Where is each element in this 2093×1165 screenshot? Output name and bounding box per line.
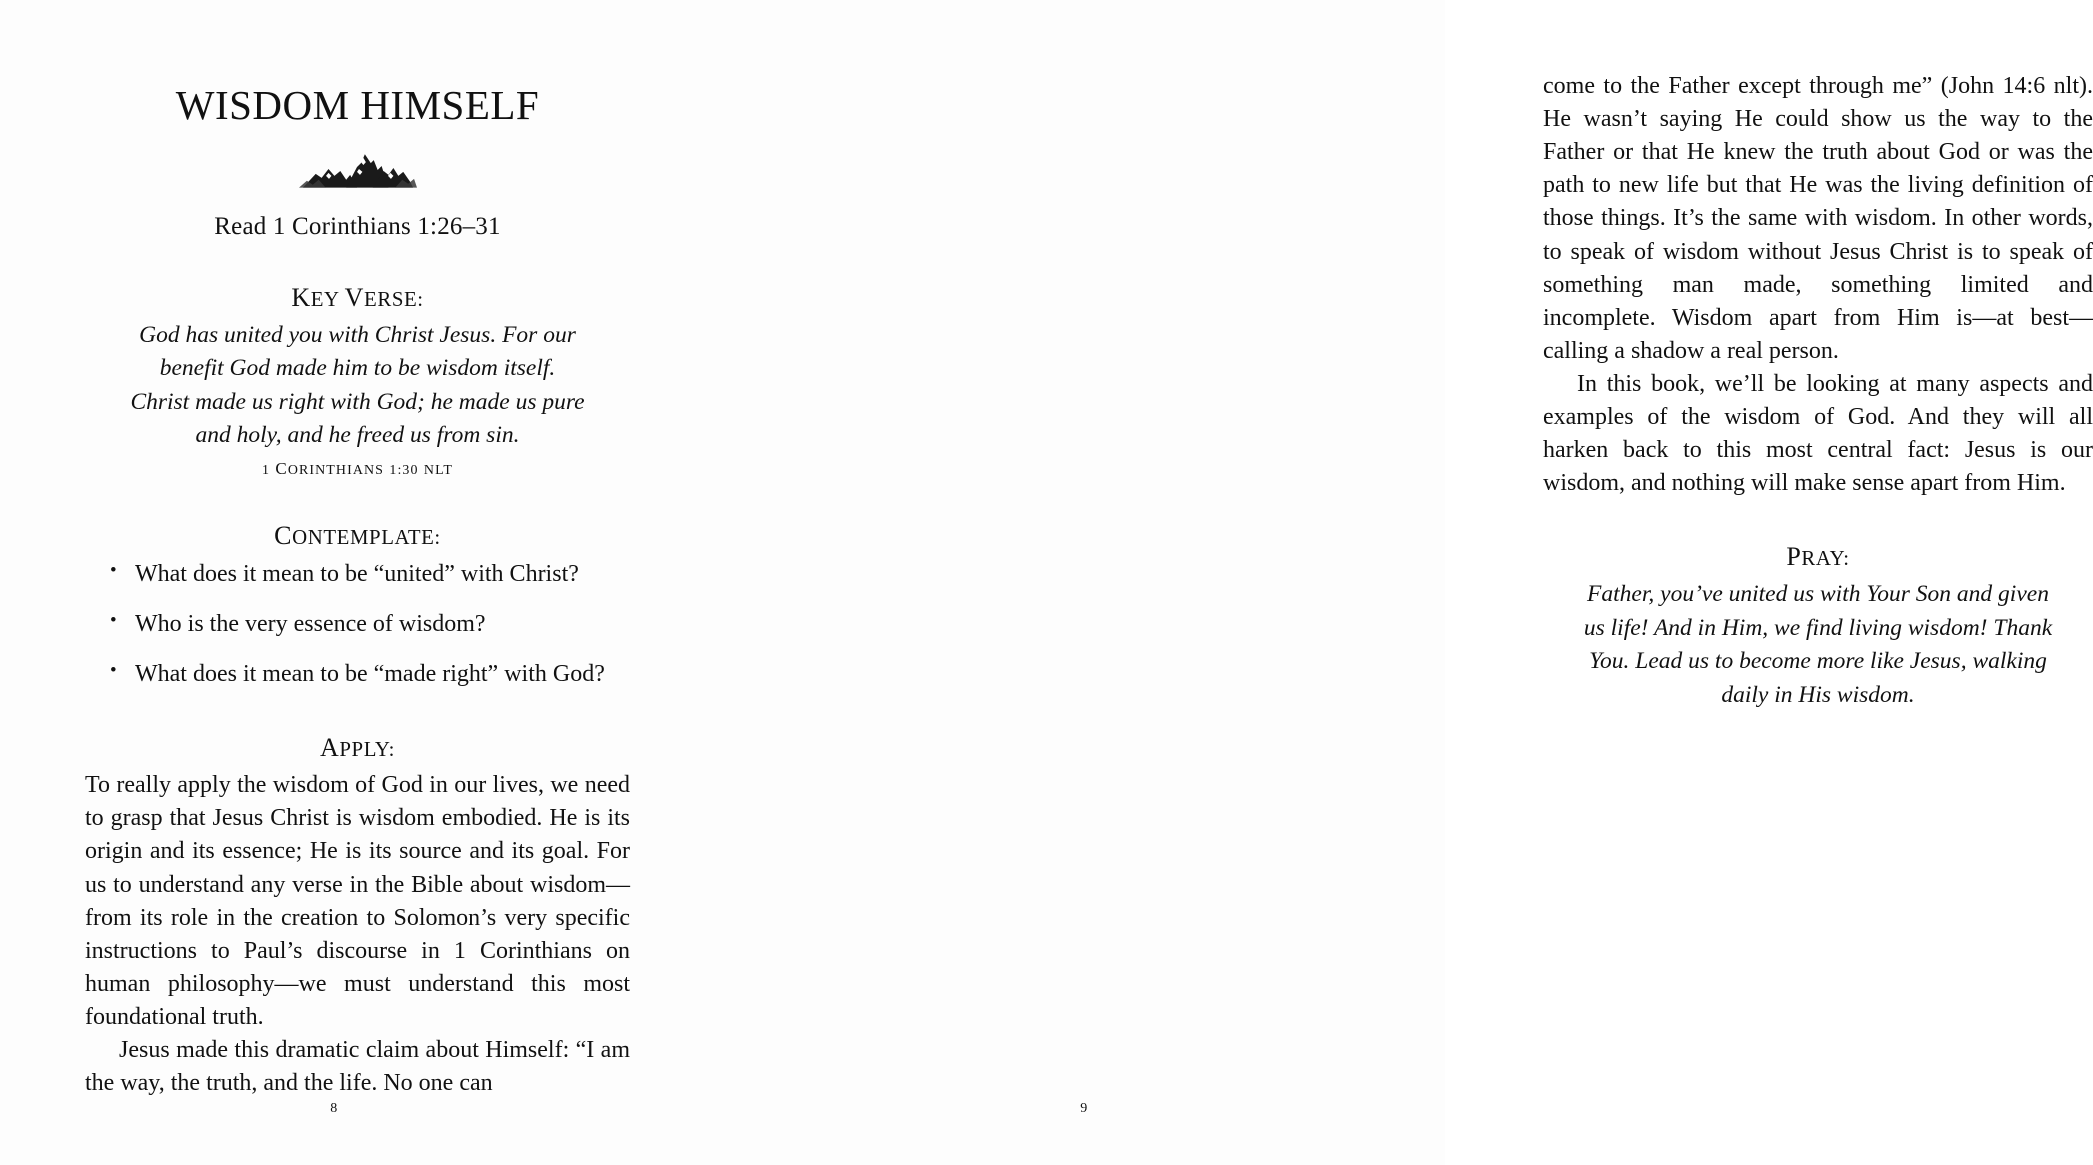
right-page (723, 0, 2093, 1165)
key-verse-heading-v: V (344, 283, 365, 313)
key-verse-heading-erse: ERSE: (364, 288, 424, 312)
pray-heading-rest: RAY: (1801, 547, 1850, 571)
list-item: • What does it mean to be “united” with Christ? (85, 559, 630, 591)
page-number-right: 9 (1080, 1101, 1088, 1116)
citation-chapter-verse: 1:30 (389, 463, 419, 479)
read-reference: Read 1 Corinthians 1:26–31 (214, 213, 501, 241)
left-page (0, 0, 722, 1165)
key-verse-citation (85, 459, 630, 479)
list-item: • What does it mean to be “made right” with God? (85, 659, 630, 691)
apply-paragraph-2: Jesus made this dramatic claim about Himself: “I am the way, the truth, and the life. No one can (85, 1037, 630, 1097)
right-page-column (1543, 70, 2093, 712)
apply-paragraph-1: To really apply the wisdom of God in our lives, we need to grasp that Jesus Christ is wisdom embodied. He is its origin and its essence; He is its source and its goal. For us to understand any verse in the Bible about wisdom—from its role in the creation to Solomon’s very specific instructions to Paul’s discourse in 1 Corinthians on human philosophy—we must understand this most foundational truth. (85, 772, 630, 1030)
left-page-column (85, 70, 630, 1100)
page-number-left: 8 (330, 1101, 338, 1116)
pray-heading-initial: P (1786, 542, 1802, 572)
continuation-paragraph-1: come to the Father except through me” (John 14:6 nlt). He wasn’t saying He could show us the way to the Father or that He knew the truth about God or was the path to new life but that He was the living definition of those things. It’s the same with wisdom. In other words, to speak of wisdom without Jesus Christ is to speak of something man made, something limited and incomplete. Wisdom apart from Him is—at best—calling a shadow a real person. (1543, 73, 2093, 364)
contemplate-list (85, 559, 630, 691)
page-title: WISDOM HIMSELF (175, 82, 540, 128)
citation-book-number: 1 (261, 463, 271, 479)
prayer-text: Father, you’ve united us with Your Son and given us life! And in Him, we find living wisdom! Thank You. Lead us to become more like Jesus, walking daily in His wisdom. (1583, 581, 2053, 708)
citation-book-rest: ORINTHIANS (287, 463, 385, 479)
key-verse-heading (85, 283, 630, 313)
citation-version: NLT (423, 463, 454, 479)
contemplate-heading (85, 521, 630, 551)
list-item: • Who is the very essence of wisdom? (85, 609, 630, 641)
key-verse-heading-ey: EY (310, 288, 345, 312)
pray-heading (1543, 542, 2093, 572)
continuation-paragraph-2: In this book, we’ll be looking at many aspects and examples of the wisdom of God. And they will all harken back to this most central fact: Jesus is our wisdom, and nothing will make sense apart from Him. (1543, 370, 2093, 497)
key-verse-text: God has united you with Christ Jesus. For our benefit God made him to be wisdom itself. Christ made us right with God; he made us pure and holy, and he freed us from sin. (130, 322, 585, 449)
apply-heading-rest: PPLY: (339, 738, 396, 762)
contemplate-heading-initial: C (274, 521, 293, 551)
contemplate-heading-rest: ONTEMPLATE: (292, 526, 441, 550)
apply-heading-initial: A (319, 733, 340, 763)
key-verse-heading-k: K (291, 283, 311, 313)
citation-book-initial: C (275, 459, 288, 479)
mountain-range-ornament (299, 145, 417, 191)
apply-heading (85, 733, 630, 763)
